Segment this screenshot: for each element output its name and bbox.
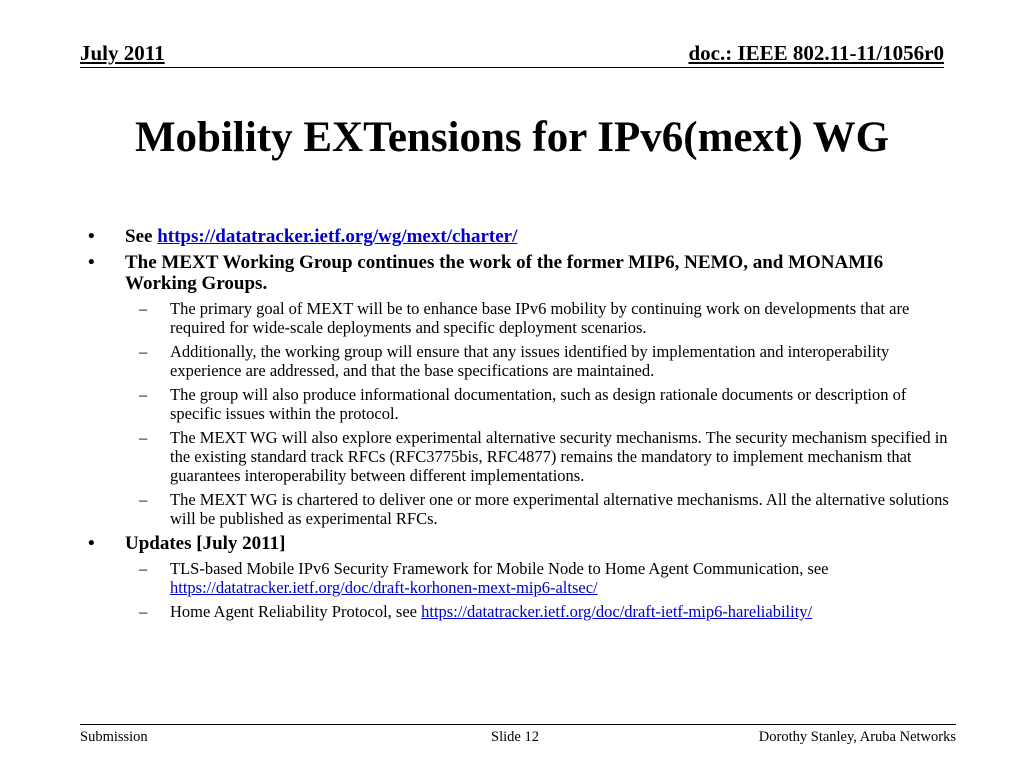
hareliability-draft-link[interactable]: https://datatracker.ietf.org/doc/draft-ietf-mip6-hareliability/ xyxy=(421,602,813,621)
dash-icon: – xyxy=(139,490,148,509)
footer-submission: Submission xyxy=(80,729,148,745)
bullet-mext-overview-text: The MEXT Working Group continues the work of the former MIP6, NEMO, and MONAMI6 Working Groups. xyxy=(125,252,884,294)
charter-link[interactable]: https://datatracker.ietf.org/wg/mext/charter/ xyxy=(157,226,518,247)
dash-icon: – xyxy=(139,385,148,404)
sub-bullet-text: The primary goal of MEXT will be to enhance base IPv6 mobility by continuing work on developments that are required for wide-scale deployments and specific deployment scenarios. xyxy=(170,299,910,337)
bullet-updates-text: Updates [July 2011] xyxy=(125,533,286,554)
altsec-draft-link[interactable]: https://datatracker.ietf.org/doc/draft-korhonen-mext-mip6-altsec/ xyxy=(170,578,598,597)
sub-bullet-tls-framework xyxy=(125,559,950,597)
dash-icon: – xyxy=(139,602,148,621)
sub-bullet-ha-reliability xyxy=(125,602,950,621)
bullet-see-label: See xyxy=(125,226,153,247)
bullet-icon: • xyxy=(88,533,95,554)
header-divider xyxy=(80,67,944,68)
bullet-mext-overview xyxy=(88,252,950,294)
header-doc-id: doc.: IEEE 802.11-11/1056r0 xyxy=(688,41,944,65)
dash-icon: – xyxy=(139,428,148,447)
sub-bullet-text: Additionally, the working group will ensure that any issues identified by implementation and interoperability experience are addressed, and that the base specifications are maintained. xyxy=(170,342,890,380)
bullet-icon: • xyxy=(88,226,95,247)
sub-bullet-documentation xyxy=(125,385,950,423)
sub-bullet-chartered xyxy=(125,490,950,528)
sub-bullet-text: The MEXT WG will also explore experimental alternative security mechanisms. The security mechanism specified in the existing standard track RFCs (RFC3775bis, RFC4877) remains the mandatory to implement mechanism that guarantees interoperability between different implementations. xyxy=(170,428,948,485)
dash-icon: – xyxy=(139,559,148,578)
slide-title: Mobility EXTensions for IPv6(mext) WG xyxy=(134,114,890,161)
bullet-updates xyxy=(88,533,950,554)
sub-bullet-security xyxy=(125,428,950,485)
footer-slide-number: Slide 12 xyxy=(491,729,539,745)
sub-bullet-text: Home Agent Reliability Protocol, see xyxy=(170,602,418,621)
dash-icon: – xyxy=(139,342,148,361)
footer-author: Dorothy Stanley, Aruba Networks xyxy=(758,729,956,745)
slide-body xyxy=(88,226,950,626)
sub-bullet-primary-goal xyxy=(125,299,950,337)
dash-icon: – xyxy=(139,299,148,318)
sub-bullet-text: The group will also produce informational documentation, such as design rationale documents or description of specific issues within the protocol. xyxy=(170,385,907,423)
bullet-icon: • xyxy=(88,252,95,273)
sub-bullet-text: TLS-based Mobile IPv6 Security Framework for Mobile Node to Home Agent Communication, see xyxy=(170,559,829,578)
footer-divider xyxy=(80,724,956,725)
bullet-see-charter xyxy=(88,226,950,247)
sub-bullet-issues xyxy=(125,342,950,380)
header-date: July 2011 xyxy=(80,41,165,65)
sub-bullet-text: The MEXT WG is chartered to deliver one or more experimental alternative mechanisms. All the alternative solutions will be published as experimental RFCs. xyxy=(170,490,949,528)
